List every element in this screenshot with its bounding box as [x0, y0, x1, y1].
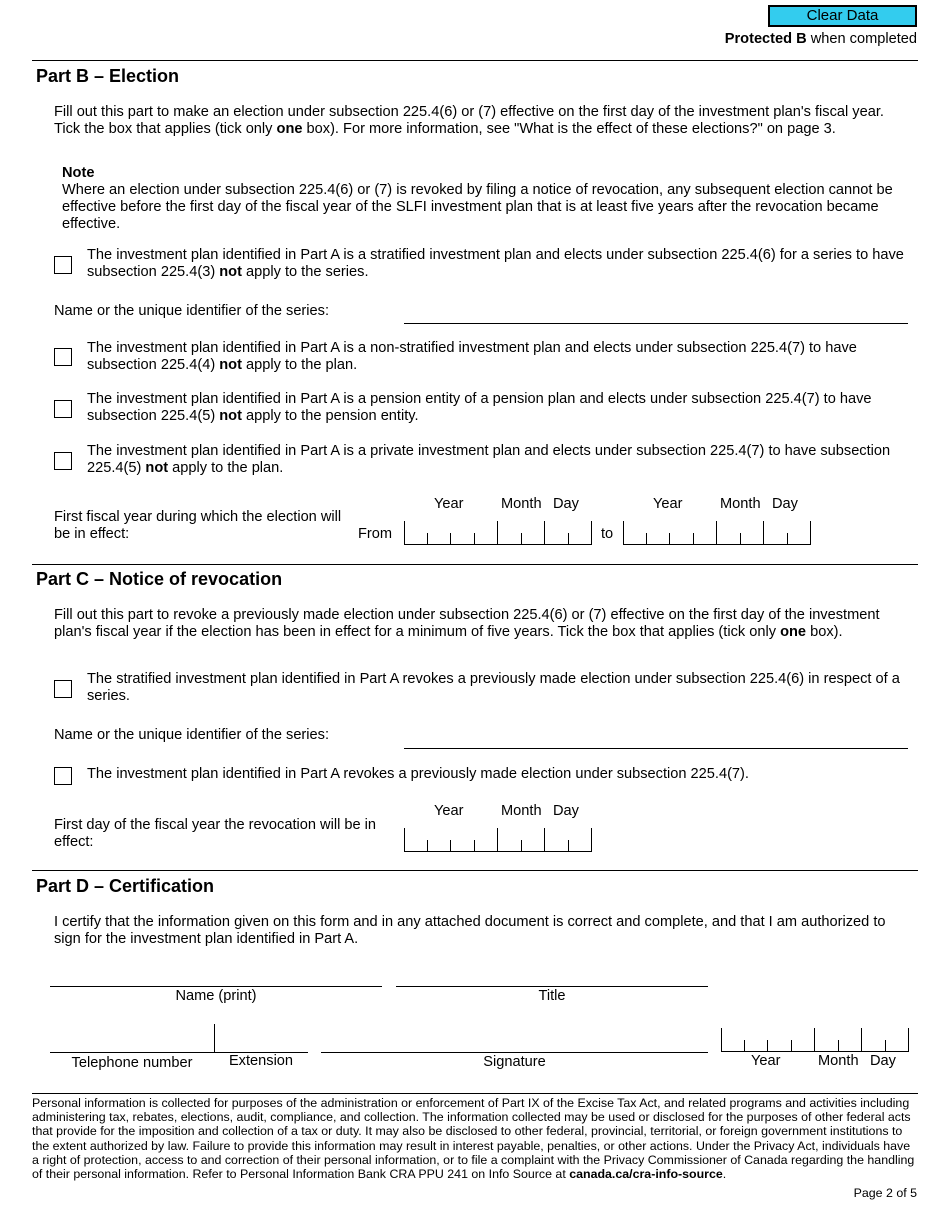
pension-entity-election-checkbox[interactable]: [54, 400, 72, 418]
signature-label: Signature: [483, 1054, 546, 1070]
privacy-notice: Personal information is collected for purposes of the administration or enforcement of Part IX of the Excise Tax Act, and related programs and activities including administering tax, rebates, elections, audit, compliance, and collection. The information collected may be used or disclosed for the purposes of other federal acts that provide for the imposition and collection of a tax or duty. It may also be disclosed to other federal, provincial, territorial, or foreign government institutions to the extent authorized by law. Failure to provide this information may result in interest payable, penalties, or other actions. Under the Privacy Act, individuals have a right of protection, access to and correction of their personal information, or to file a complaint with the Privacy Commissioner of Canada regarding the handling of their personal information. Refer to Personal Information Bank CRA PPU 241 on Info Source at canada.ca/cra-info-source.: [32, 1096, 915, 1182]
day-label: Day: [553, 496, 579, 512]
telephone-label: Telephone number: [71, 1055, 193, 1071]
to-date-input[interactable]: [623, 521, 811, 545]
series-identifier-label: Name or the unique identifier of the series:: [54, 727, 330, 743]
part-b-title: Part B – Election: [36, 66, 180, 86]
month-label: Month: [720, 496, 761, 512]
part-d-title: Part D – Certification: [36, 876, 215, 896]
revoke-stratified-checkbox[interactable]: [54, 680, 72, 698]
day-label: Day: [553, 803, 579, 819]
month-label: Month: [501, 496, 542, 512]
from-date-input[interactable]: [404, 521, 592, 545]
pension-entity-election-text: The investment plan identified in Part A is a pension entity of a pension plan and elects under subsection 225.4(7) to have subsection 225.4(5) not apply to the pension entity.: [87, 391, 872, 424]
year-label: Year: [434, 496, 464, 512]
month-label: Month: [501, 803, 542, 819]
certification-text: I certify that the information given on this form and in any attached document is correct and complete, and that I am authorized to sign for the investment plan identified in Part A.: [54, 914, 886, 947]
extension-divider: [214, 1024, 215, 1053]
revoke-election-text: The investment plan identified in Part A revokes a previously made election under subsection 225.4(7).: [87, 766, 749, 782]
protected-b-label: Protected B when completed: [724, 31, 917, 47]
private-plan-election-checkbox[interactable]: [54, 452, 72, 470]
revocation-first-day-label: First day of the fiscal year the revocation will be in effect:: [54, 817, 377, 850]
revoke-election-checkbox[interactable]: [54, 767, 72, 785]
year-label: Year: [653, 496, 683, 512]
day-label: Day: [772, 496, 798, 512]
series-identifier-field[interactable]: [404, 323, 908, 324]
title-field[interactable]: [396, 986, 708, 987]
revocation-series-identifier-field[interactable]: [404, 748, 908, 749]
divider: [32, 60, 918, 61]
telephone-field[interactable]: [50, 1052, 214, 1053]
signature-date-input[interactable]: [721, 1028, 909, 1052]
part-b-intro: Fill out this part to make an election under subsection 225.4(6) or (7) effective on the first day of the investment plan's fiscal year. Tick the box that applies (tick only one box). For more information, see "What is the effect of these elections?" on page 3.: [54, 104, 884, 137]
divider: [32, 870, 918, 871]
fiscal-year-label: First fiscal year during which the election will be in effect:: [54, 509, 342, 542]
series-identifier-label: Name or the unique identifier of the series:: [54, 303, 330, 319]
divider: [32, 1093, 918, 1094]
name-print-label: Name (print): [175, 988, 257, 1004]
month-label: Month: [818, 1053, 859, 1069]
note-title: Note: [62, 165, 95, 181]
year-label: Year: [751, 1053, 781, 1069]
part-c-intro: Fill out this part to revoke a previously made election under subsection 225.4(6) or (7) effective on the first day of the investment plan's fiscal year if the election has been in effect for a minimum of five years. Tick the box that applies (tick only one box).: [54, 607, 880, 640]
private-plan-election-text: The investment plan identified in Part A is a private investment plan and elects under subsection 225.4(7) to have subsection 225.4(5) not apply to the plan.: [87, 443, 891, 476]
part-c-title: Part C – Notice of revocation: [36, 569, 283, 589]
stratified-election-checkbox[interactable]: [54, 256, 72, 274]
divider: [32, 564, 918, 565]
clear-data-button[interactable]: Clear Data: [768, 5, 917, 27]
note-text: Where an election under subsection 225.4(6) or (7) is revoked by filing a notice of revocation, any subsequent election cannot be effective before the first day of the fiscal year of the SLFI investment plan that is at least five years after the revocation became effective.: [62, 182, 893, 232]
to-label: to: [601, 526, 614, 542]
year-label: Year: [434, 803, 464, 819]
info-source-link[interactable]: canada.ca/cra-info-source: [569, 1167, 723, 1182]
name-print-field[interactable]: [50, 986, 382, 987]
page-number: Page 2 of 5: [853, 1186, 917, 1200]
from-label: From: [358, 526, 393, 542]
extension-label: Extension: [228, 1053, 294, 1069]
non-stratified-election-checkbox[interactable]: [54, 348, 72, 366]
day-label: Day: [870, 1053, 896, 1069]
stratified-election-text: The investment plan identified in Part A is a stratified investment plan and elects under subsection 225.4(6) for a series to have subsection 225.4(3) not apply to the series.: [87, 247, 904, 280]
non-stratified-election-text: The investment plan identified in Part A is a non-stratified investment plan and elects under subsection 225.4(7) to have subsection 225.4(4) not apply to the plan.: [87, 340, 857, 373]
title-label: Title: [538, 988, 566, 1004]
revocation-date-input[interactable]: [404, 828, 592, 852]
revoke-stratified-text: The stratified investment plan identified in Part A revokes a previously made election under subsection 225.4(6) in respect of a series.: [87, 671, 900, 704]
signature-field[interactable]: [321, 1052, 708, 1053]
